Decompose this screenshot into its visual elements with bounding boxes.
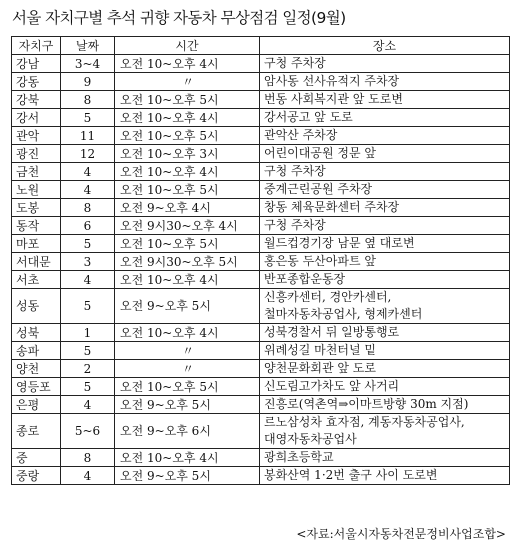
table-row bbox=[12, 199, 510, 217]
time-cell: 오전 10~오후 5시 bbox=[115, 378, 260, 396]
place-line: 위례성길 마천터널 밑 bbox=[264, 343, 376, 357]
table-row bbox=[12, 324, 510, 342]
table-body bbox=[12, 55, 510, 485]
district-cell: 은평 bbox=[12, 396, 61, 414]
table-row bbox=[12, 127, 510, 145]
time-cell: 오전 10~오후 4시 bbox=[115, 55, 260, 73]
time-cell: 〃 bbox=[115, 342, 260, 360]
place-line: 봉화산역 1·2번 출구 사이 도로변 bbox=[264, 468, 438, 482]
date-cell: 5 bbox=[61, 235, 115, 253]
place-cell bbox=[260, 127, 510, 145]
table-row bbox=[12, 55, 510, 73]
district-cell: 마포 bbox=[12, 235, 61, 253]
district-cell: 강남 bbox=[12, 55, 61, 73]
date-cell: 2 bbox=[61, 360, 115, 378]
place-cell bbox=[260, 271, 510, 289]
district-cell: 동작 bbox=[12, 217, 61, 235]
place-cell bbox=[260, 73, 510, 91]
date-cell: 5 bbox=[61, 342, 115, 360]
district-cell: 성동 bbox=[12, 289, 61, 324]
date-cell: 5 bbox=[61, 289, 115, 324]
district-cell: 강북 bbox=[12, 91, 61, 109]
time-cell: 오전 10~오후 5시 bbox=[115, 91, 260, 109]
district-cell: 금천 bbox=[12, 163, 61, 181]
place-cell bbox=[260, 199, 510, 217]
table-row bbox=[12, 342, 510, 360]
date-cell: 8 bbox=[61, 199, 115, 217]
date-cell: 11 bbox=[61, 127, 115, 145]
header-time: 시간 bbox=[115, 37, 260, 55]
date-cell: 6 bbox=[61, 217, 115, 235]
district-cell: 관악 bbox=[12, 127, 61, 145]
place-cell bbox=[260, 467, 510, 485]
time-cell: 〃 bbox=[115, 360, 260, 378]
time-cell: 오전 10~오후 5시 bbox=[115, 235, 260, 253]
time-cell: 오전 9시30~오후 5시 bbox=[115, 253, 260, 271]
district-cell: 도봉 bbox=[12, 199, 61, 217]
date-cell: 8 bbox=[61, 449, 115, 467]
date-cell: 4 bbox=[61, 467, 115, 485]
place-cell bbox=[260, 289, 510, 324]
time-cell: 오전 10~오후 4시 bbox=[115, 163, 260, 181]
table-row bbox=[12, 163, 510, 181]
place-line: 대영자동차공업사 bbox=[264, 432, 357, 446]
table-row bbox=[12, 91, 510, 109]
table-row bbox=[12, 109, 510, 127]
header-district: 자치구 bbox=[12, 37, 61, 55]
place-line: 관악산 주차장 bbox=[264, 128, 338, 142]
header-place: 장소 bbox=[260, 37, 510, 55]
table-row bbox=[12, 253, 510, 271]
place-line: 반포종합운동장 bbox=[264, 272, 346, 286]
place-line: 창동 체육문화센터 주차장 bbox=[264, 200, 400, 214]
time-cell: 오전 10~오후 4시 bbox=[115, 324, 260, 342]
place-cell bbox=[260, 414, 510, 449]
place-cell bbox=[260, 181, 510, 199]
table-row bbox=[12, 235, 510, 253]
place-line: 번동 사회복지관 앞 도로변 bbox=[264, 92, 403, 106]
district-cell: 광진 bbox=[12, 145, 61, 163]
place-cell bbox=[260, 55, 510, 73]
place-line: 중계근린공원 주차장 bbox=[264, 182, 373, 196]
date-cell: 9 bbox=[61, 73, 115, 91]
date-cell: 12 bbox=[61, 145, 115, 163]
table-row bbox=[12, 73, 510, 91]
date-cell: 3 bbox=[61, 253, 115, 271]
place-cell bbox=[260, 360, 510, 378]
place-line: 암사동 선사유적지 주차장 bbox=[264, 74, 400, 88]
district-cell: 양천 bbox=[12, 360, 61, 378]
time-cell: 오전 10~오후 4시 bbox=[115, 271, 260, 289]
table-row bbox=[12, 289, 510, 324]
place-line: 진흥로(역촌역⇒이마트방향 30m 지점) bbox=[264, 397, 469, 411]
place-line: 강서공고 앞 도로 bbox=[264, 110, 353, 124]
date-cell: 5 bbox=[61, 378, 115, 396]
district-cell: 영등포 bbox=[12, 378, 61, 396]
place-line: 르노삼성차 효자점, 계동자동차공업사, bbox=[264, 415, 465, 429]
time-cell: 오전 10~오후 5시 bbox=[115, 127, 260, 145]
time-cell: 오전 9시30~오후 4시 bbox=[115, 217, 260, 235]
date-cell: 5~6 bbox=[61, 414, 115, 449]
date-cell: 4 bbox=[61, 181, 115, 199]
district-cell: 강서 bbox=[12, 109, 61, 127]
table-row bbox=[12, 449, 510, 467]
district-cell: 서초 bbox=[12, 271, 61, 289]
district-cell: 중랑 bbox=[12, 467, 61, 485]
district-cell: 중 bbox=[12, 449, 61, 467]
table-row bbox=[12, 271, 510, 289]
time-cell: 오전 9~오후 4시 bbox=[115, 199, 260, 217]
time-cell: 오전 9~오후 5시 bbox=[115, 289, 260, 324]
place-cell bbox=[260, 145, 510, 163]
table-row bbox=[12, 467, 510, 485]
place-line: 구청 주차장 bbox=[264, 56, 326, 70]
place-cell bbox=[260, 235, 510, 253]
place-cell bbox=[260, 449, 510, 467]
place-line: 구청 주차장 bbox=[264, 164, 326, 178]
place-line: 홍은동 두산아파트 앞 bbox=[264, 254, 376, 268]
time-cell: 오전 10~오후 4시 bbox=[115, 449, 260, 467]
district-cell: 송파 bbox=[12, 342, 61, 360]
place-line: 성북경찰서 뒤 일방통행로 bbox=[264, 325, 400, 339]
place-cell bbox=[260, 396, 510, 414]
date-cell: 5 bbox=[61, 109, 115, 127]
header-date: 날짜 bbox=[61, 37, 115, 55]
table-row bbox=[12, 360, 510, 378]
place-line: 신도림고가차도 앞 사거리 bbox=[264, 379, 400, 393]
place-cell bbox=[260, 253, 510, 271]
source-note: <자료:서울시자동차전문정비사업조합> bbox=[296, 527, 506, 541]
place-cell bbox=[260, 109, 510, 127]
place-line: 철마자동차공업사, 형제카센터 bbox=[264, 307, 423, 321]
place-cell bbox=[260, 324, 510, 342]
district-cell: 서대문 bbox=[12, 253, 61, 271]
table-row bbox=[12, 181, 510, 199]
place-cell bbox=[260, 342, 510, 360]
time-cell: 오전 9~오후 5시 bbox=[115, 467, 260, 485]
district-cell: 강동 bbox=[12, 73, 61, 91]
place-line: 월드컵경기장 남문 옆 대로변 bbox=[264, 236, 415, 250]
date-cell: 3~4 bbox=[61, 55, 115, 73]
district-cell: 노원 bbox=[12, 181, 61, 199]
place-cell bbox=[260, 217, 510, 235]
district-cell: 성북 bbox=[12, 324, 61, 342]
place-cell bbox=[260, 91, 510, 109]
place-cell bbox=[260, 163, 510, 181]
date-cell: 4 bbox=[61, 396, 115, 414]
date-cell: 8 bbox=[61, 91, 115, 109]
table-row bbox=[12, 378, 510, 396]
table-row bbox=[12, 217, 510, 235]
date-cell: 4 bbox=[61, 271, 115, 289]
place-line: 양천문화회관 앞 도로 bbox=[264, 361, 376, 375]
time-cell: 오전 10~오후 3시 bbox=[115, 145, 260, 163]
time-cell: 오전 9~오후 6시 bbox=[115, 414, 260, 449]
time-cell: 오전 9~오후 5시 bbox=[115, 396, 260, 414]
date-cell: 4 bbox=[61, 163, 115, 181]
table-row bbox=[12, 396, 510, 414]
table-header-row bbox=[12, 37, 510, 55]
time-cell: 오전 10~오후 5시 bbox=[115, 181, 260, 199]
date-cell: 1 bbox=[61, 324, 115, 342]
district-cell: 종로 bbox=[12, 414, 61, 449]
table-row bbox=[12, 414, 510, 449]
table-row bbox=[12, 145, 510, 163]
place-line: 구청 주차장 bbox=[264, 218, 326, 232]
place-line: 어린이대공원 정문 앞 bbox=[264, 146, 376, 160]
time-cell: 오전 10~오후 4시 bbox=[115, 109, 260, 127]
place-cell bbox=[260, 378, 510, 396]
place-line: 신흥카센터, 경안카센터, bbox=[264, 290, 392, 304]
place-line: 광희초등학교 bbox=[264, 450, 334, 464]
schedule-table bbox=[11, 36, 510, 485]
table-title: 서울 자치구별 추석 귀향 자동차 무상점검 일정(9월) bbox=[12, 9, 346, 27]
time-cell: 〃 bbox=[115, 73, 260, 91]
